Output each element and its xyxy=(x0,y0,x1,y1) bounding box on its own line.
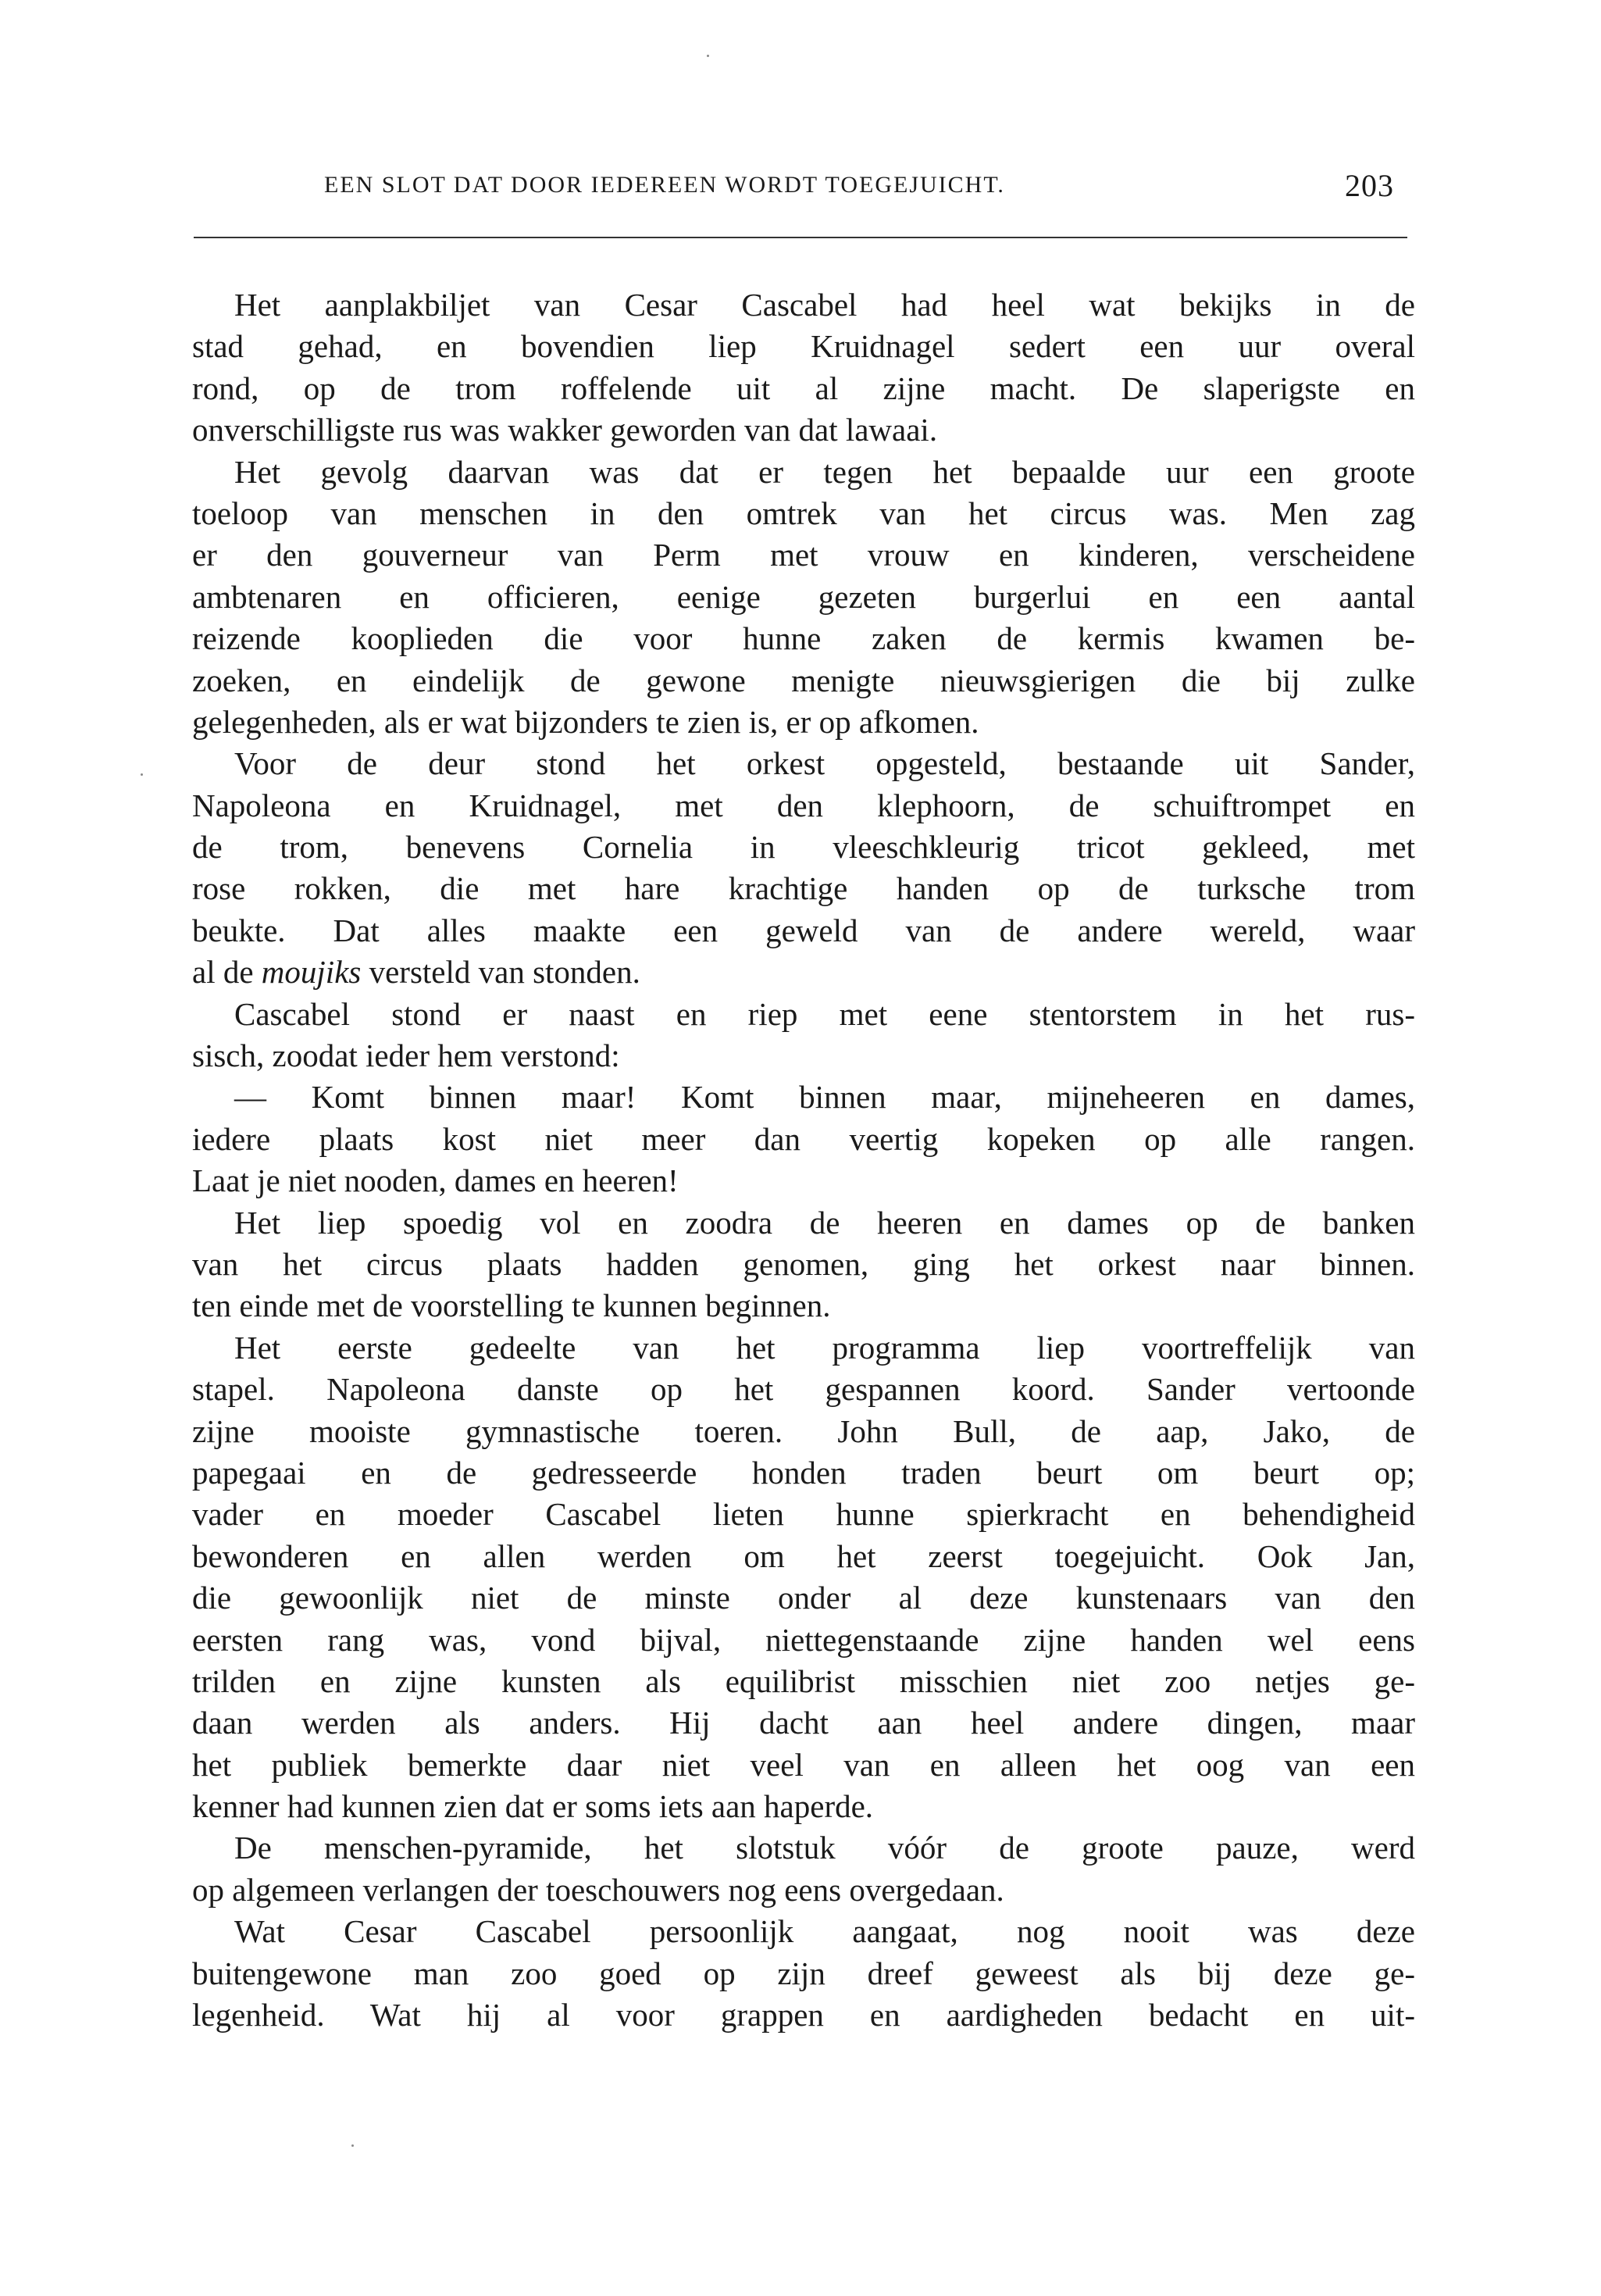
text-line xyxy=(192,1285,1415,1327)
text-line-content: Het liep spoedig vol en zoodra de heeren en dames op de banken xyxy=(234,1204,1415,1241)
body-text xyxy=(192,284,1415,2036)
text-line xyxy=(192,1827,1415,1869)
text-segment: versteld van stonden. xyxy=(361,954,640,991)
text-line-content: zijne mooiste gymnastische toeren. John Bull, de aap, Jako, de xyxy=(192,1412,1415,1449)
text-line xyxy=(192,1869,1415,1911)
text-line-content: de trom, benevens Cornelia in vleeschkleurig tricot gekleed, met xyxy=(192,829,1415,866)
text-line xyxy=(192,1577,1415,1619)
text-line xyxy=(192,409,1415,451)
italic-word: moujiks xyxy=(261,954,362,991)
text-line xyxy=(192,1953,1415,1994)
text-line xyxy=(192,1035,1415,1077)
text-line-content: rose rokken, die met hare krachtige handen op de turksche trom xyxy=(192,870,1415,907)
text-line xyxy=(192,326,1415,367)
text-line xyxy=(192,577,1415,618)
page-number: 203 xyxy=(1345,168,1394,203)
text-line xyxy=(192,1911,1415,1952)
text-line-content: vader en moeder Cascabel lieten hunne spierkracht en behendigheid xyxy=(192,1496,1415,1533)
text-line-content: trilden en zijne kunsten als equilibrist misschien niet zoo netjes ge- xyxy=(192,1662,1415,1699)
text-line xyxy=(192,1786,1415,1827)
text-line-content: zoeken, en eindelijk de gewone menigte nieuwsgierigen die bij zulke xyxy=(192,662,1415,698)
text-line-content: toeloop van menschen in den omtrek van het circus was. Men zag xyxy=(192,495,1415,531)
text-line xyxy=(192,994,1415,1035)
text-line xyxy=(192,910,1415,952)
text-line-content: Cascabel stond er naast en riep met eene stentorstem in het rus- xyxy=(234,995,1415,1032)
scan-speck xyxy=(141,773,143,776)
text-line xyxy=(192,952,1415,993)
text-line xyxy=(192,284,1415,326)
header-rule xyxy=(194,237,1407,238)
text-line xyxy=(192,493,1415,534)
text-line-content: daan werden als anders. Hij dacht aan heel andere dingen, maar xyxy=(192,1705,1415,1741)
text-line xyxy=(192,1244,1415,1285)
text-line xyxy=(192,1661,1415,1702)
text-line-content: ten einde met de voorstelling te kunnen beginnen. xyxy=(192,1287,831,1324)
text-line-content: er den gouverneur van Perm met vrouw en kinderen, verscheidene xyxy=(192,537,1415,573)
text-line-content: sisch, zoodat ieder hem verstond: xyxy=(192,1037,620,1074)
text-line xyxy=(192,1452,1415,1494)
text-line xyxy=(192,368,1415,409)
text-line-content: eersten rang was, vond bijval, niettegenstaande zijne handen wel eens xyxy=(192,1621,1415,1658)
text-line-content: rond, op de trom roffelende uit al zijne macht. De slaperigste en xyxy=(192,370,1415,406)
text-line-content: buitengewone man zoo goed op zijn dreef geweest als bij deze ge- xyxy=(192,1955,1415,1991)
text-line-content: Laat je niet nooden, dames en heeren! xyxy=(192,1162,679,1199)
text-line-content: iedere plaats kost niet meer dan veertig kopeken op alle rangen. xyxy=(192,1120,1415,1157)
text-line xyxy=(192,1369,1415,1410)
text-line-content: Het gevolg daarvan was dat er tegen het bepaalde uur een groote xyxy=(234,453,1415,490)
text-line-content: Het eerste gedeelte van het programma liep voortreffelijk van xyxy=(234,1329,1415,1366)
text-line xyxy=(192,1119,1415,1160)
text-line-content: Het aanplakbiljet van Cesar Cascabel had heel wat bekijks in de xyxy=(234,287,1415,323)
scan-speck xyxy=(351,2144,354,2147)
text-line xyxy=(192,1077,1415,1118)
text-line-content: — Komt binnen maar! Komt binnen maar, mijneheeren en dames, xyxy=(234,1079,1415,1116)
text-line-content: Napoleona en Kruidnagel, met den klephoorn, de schuiftrompet en xyxy=(192,787,1415,823)
text-line xyxy=(192,702,1415,743)
text-line xyxy=(192,743,1415,784)
running-head-title: EEN SLOT DAT DOOR IEDEREEN WORDT TOEGEJUICHT. xyxy=(324,172,1005,198)
text-line xyxy=(192,868,1415,909)
text-line xyxy=(192,1327,1415,1369)
text-line xyxy=(192,452,1415,493)
text-line xyxy=(192,1411,1415,1452)
text-line xyxy=(192,660,1415,702)
text-line xyxy=(192,1160,1415,1202)
text-line-content: kenner had kunnen zien dat er soms iets aan haperde. xyxy=(192,1788,874,1825)
text-line-content: bewonderen en allen werden om het zeerst toegejuicht. Ook Jan, xyxy=(192,1537,1415,1574)
text-line-content: De menschen-pyramide, het slotstuk vóór de groote pauze, werd xyxy=(234,1830,1415,1866)
text-line xyxy=(192,1536,1415,1577)
text-line xyxy=(192,1702,1415,1744)
text-line-content: Voor de deur stond het orkest opgesteld, bestaande uit Sander, xyxy=(234,745,1415,782)
text-line-content: legenheid. Wat hij al voor grappen en aardigheden bedacht en uit- xyxy=(192,1997,1415,2034)
text-line xyxy=(192,534,1415,576)
text-line-content: van het circus plaats hadden genomen, ging het orkest naar binnen. xyxy=(192,1245,1415,1282)
text-line xyxy=(192,1994,1415,2036)
text-line xyxy=(192,1202,1415,1244)
text-line xyxy=(192,1494,1415,1535)
text-line-content: die gewoonlijk niet de minste onder al deze kunstenaars van den xyxy=(192,1580,1415,1616)
text-segment: al de xyxy=(192,954,262,991)
text-line-content: op algemeen verlangen der toeschouwers nog eens overgedaan. xyxy=(192,1871,1004,1908)
text-line-content: reizende kooplieden die voor hunne zaken de kermis kwamen be- xyxy=(192,620,1415,657)
text-line-content: beukte. Dat alles maakte een geweld van de andere wereld, waar xyxy=(192,912,1415,948)
text-line xyxy=(192,618,1415,659)
text-line-content: stad gehad, en bovendien liep Kruidnagel sedert een uur overal xyxy=(192,328,1415,365)
text-line-content: papegaai en de gedresseerde honden traden beurt om beurt op; xyxy=(192,1454,1415,1491)
text-line-content: onverschilligste rus was wakker geworden van dat lawaai. xyxy=(192,412,938,448)
text-line-content: gelegenheden, als er wat bijzonders te zien is, er op afkomen. xyxy=(192,703,979,740)
text-line-content: stapel. Napoleona danste op het gespannen koord. Sander vertoonde xyxy=(192,1371,1415,1408)
text-line xyxy=(192,785,1415,827)
text-line-content: Wat Cesar Cascabel persoonlijk aangaat, nog nooit was deze xyxy=(234,1913,1415,1950)
text-line xyxy=(192,1619,1415,1661)
text-line xyxy=(192,1744,1415,1786)
text-line-content: ambtenaren en officieren, eenige gezeten burgerlui en een aantal xyxy=(192,578,1415,615)
text-line-content xyxy=(192,952,1415,993)
text-line-content: het publiek bemerkte daar niet veel van en alleen het oog van een xyxy=(192,1746,1415,1783)
text-line xyxy=(192,827,1415,868)
scan-speck xyxy=(707,55,709,57)
